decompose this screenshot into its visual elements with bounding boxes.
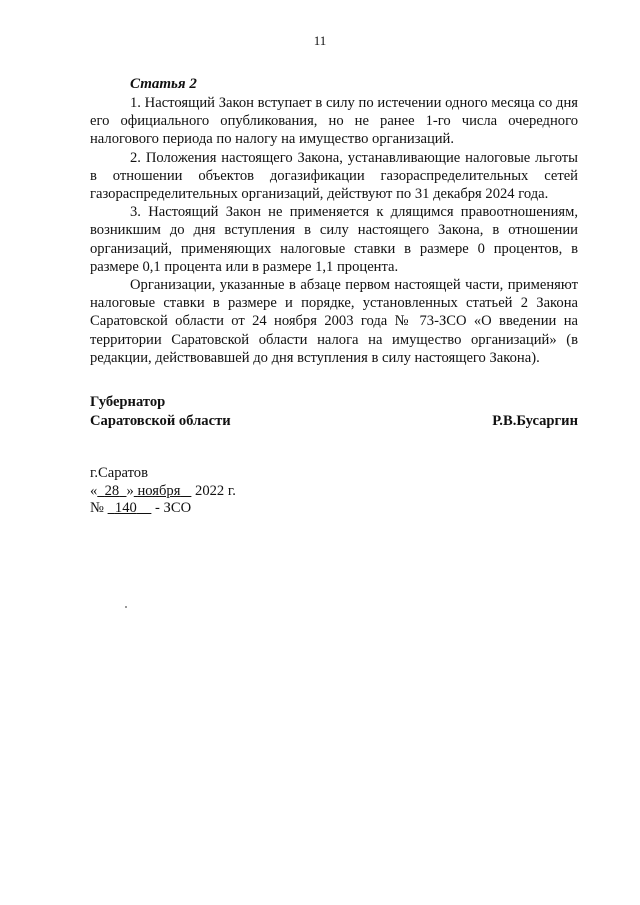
date-day [97,483,126,499]
date-quote-close: » [126,482,134,499]
law-number-value: 140 [114,500,137,516]
place-date-block [90,465,236,518]
article-title: Статья 2 [130,76,197,92]
date-quote-open: « [90,482,98,499]
number-suffix: - ЗСО [155,500,192,516]
date-year: 2022 г. [195,482,236,499]
page-number: 11 [313,33,327,48]
scan-speck [125,606,127,608]
law-number [108,500,152,516]
number-line [90,500,236,518]
paragraph-2: 2. Положения настоящего Закона, устанавливающие налоговые льготы в отношении объектов догазификации газораспределительных сетей газораспределительных организаций, действуют по 31 декабря 2024 года. [90,149,578,203]
governor-title: Губернатор [90,394,166,410]
city: г.Саратов [90,465,148,481]
paragraph-4: Организации, указанные в абзаце первом настоящей части, применяют налоговые ставки в размере и порядке, установленных статьей 2 Закона Саратовской области от 24 ноября 2003 года № 73-ЗСО «О введении на территории Саратовской области налога на имущество организаций» (в редакции, действовавшей до дня вступления в силу настоящего Закона). [90,277,578,366]
date-month [134,483,192,499]
date-month-value: ноября [137,482,181,499]
signatory-name: Р.В.Бусаргин [492,413,578,429]
signature-block [90,393,578,431]
signature-row [90,412,578,431]
region-title: Саратовской области [90,413,231,429]
paragraph-1: 1. Настоящий Закон вступает в силу по истечении одного месяца со дня его официального опубликования, но не ранее 1-го числа очередного налогового периода по налогу на имущество организаций. [90,95,578,148]
number-prefix: № [90,500,104,516]
date-day-value: 28 [104,482,120,499]
date-line [90,483,236,501]
paragraph-3: 3. Настоящий Закон не применяется к длящимся правоотношениям, возникшим до дня вступления в силу настоящего Закона, в отношении организаций, применяющих налоговые ставки в размере 0 процентов, в размере 0,1 процента или в размере 1,1 процента. [90,204,578,275]
article-body [90,94,578,367]
